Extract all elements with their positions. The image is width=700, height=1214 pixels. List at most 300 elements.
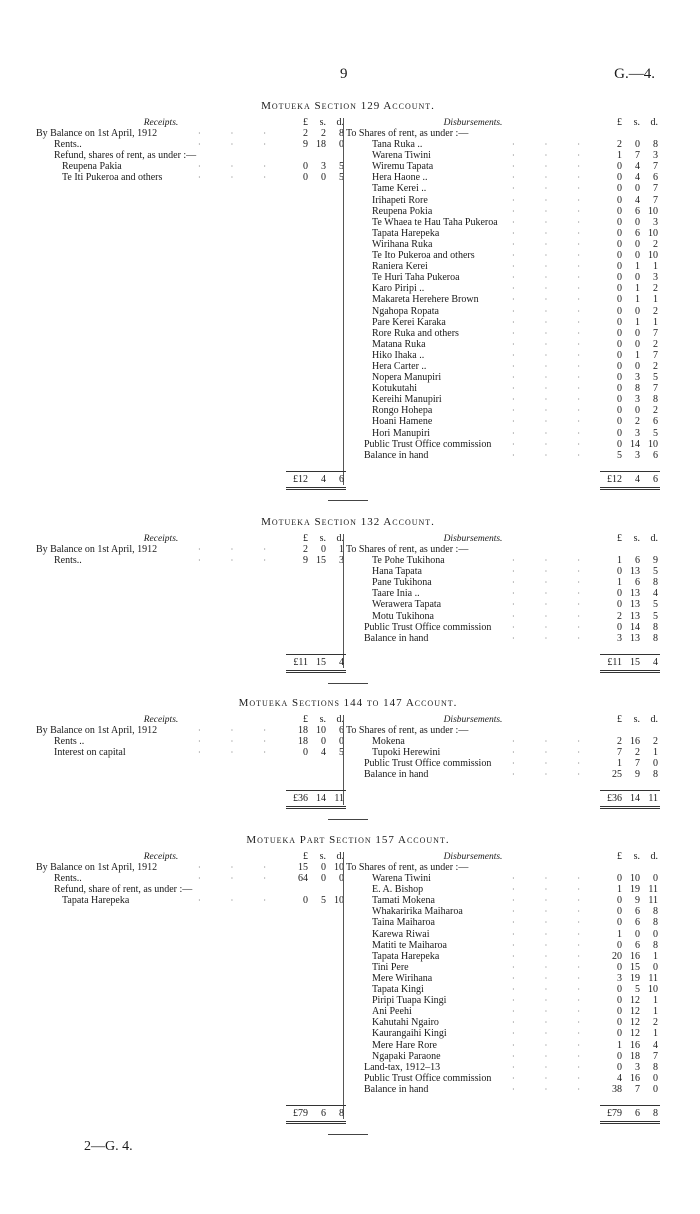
amount-shillings: 3 [635, 1061, 640, 1073]
amount-shillings: 0 [321, 862, 326, 873]
amount-pence: 6 [339, 725, 344, 736]
receipt-row [36, 544, 346, 555]
total-line [346, 790, 660, 809]
money-header-d: d. [336, 851, 344, 862]
entry-text: Kotukutahi [372, 383, 420, 394]
total-l: £11 [293, 656, 308, 668]
money-header-l: £ [303, 851, 308, 862]
entry-description [346, 725, 600, 736]
amount [286, 747, 346, 758]
totals-row [36, 465, 660, 490]
entry-text: Hoani Hamene [372, 416, 435, 427]
entry-description [346, 372, 600, 383]
amount-pounds: 0 [617, 895, 622, 907]
amount [600, 736, 660, 747]
total-d: 6 [653, 473, 658, 485]
money-header-l: £ [303, 533, 308, 544]
leader-dots: · · · [198, 556, 280, 566]
entry-description [346, 350, 600, 361]
entry-description [346, 633, 600, 644]
amount-pence: 5 [653, 372, 658, 384]
amount-shillings: 16 [630, 1072, 640, 1084]
entry-description [36, 895, 286, 906]
amount [600, 995, 660, 1006]
amount-pounds: 64 [298, 873, 308, 885]
amount-pounds: 1 [617, 758, 622, 770]
amount-pence: 8 [653, 769, 658, 781]
amount [600, 962, 660, 973]
receipt-row [36, 747, 346, 758]
account-title: Motueka Part Section 157 Account. [246, 834, 450, 846]
leader-dots: · · · [512, 1029, 594, 1039]
money-header-s: s. [319, 533, 326, 544]
amount-pounds: 0 [617, 1006, 622, 1018]
amount-pence: 5 [653, 599, 658, 611]
entry-description [346, 747, 600, 758]
receipts-label: Receipts. [143, 852, 179, 862]
disbursement-row [346, 139, 660, 150]
leader-dots: · · · [512, 251, 594, 261]
amount [600, 758, 660, 769]
disbursement-row [346, 306, 660, 317]
amount-shillings: 3 [635, 372, 640, 384]
amount-pounds: 4 [617, 1072, 622, 1084]
money-header-d: d. [336, 533, 344, 544]
amount-pence: 11 [648, 884, 658, 896]
amount-shillings: 12 [630, 1017, 640, 1029]
entry-description [346, 261, 600, 272]
amount-shillings: 0 [635, 360, 640, 372]
disbursements-header [346, 116, 660, 128]
leader-dots: · · · [512, 350, 594, 360]
receipts-header [36, 713, 346, 725]
amount-shillings: 3 [321, 161, 326, 173]
amount-pounds: 0 [617, 316, 622, 328]
total-right [346, 784, 660, 809]
money-header-l: £ [617, 714, 622, 725]
entry-description [346, 1051, 600, 1062]
amount-pounds: 0 [617, 161, 622, 173]
disbursement-row [346, 599, 660, 610]
amount-pence: 0 [339, 873, 344, 885]
amount-pence: 8 [653, 632, 658, 644]
amount-pence: 10 [334, 862, 344, 873]
amount [600, 1040, 660, 1051]
amount-shillings [622, 544, 640, 555]
total-d: 8 [339, 1107, 344, 1119]
amount-pence: 5 [653, 610, 658, 622]
leader-dots: · · · [512, 600, 594, 610]
entry-description [346, 272, 600, 283]
amount-shillings: 0 [635, 272, 640, 284]
entry-description [36, 544, 286, 555]
amount-pence: 10 [648, 205, 658, 217]
amount-pence: 8 [653, 577, 658, 589]
entry-text: Te Iti Pukeroa and others [62, 172, 165, 183]
amount-pence: 2 [653, 1017, 658, 1029]
amount [600, 917, 660, 928]
amount [600, 873, 660, 884]
entry-text: Hana Tapata [372, 566, 425, 577]
amount-shillings [308, 150, 326, 161]
amount-pence: 10 [648, 227, 658, 239]
leader-dots: · · · [512, 295, 594, 305]
amount-shillings: 0 [635, 338, 640, 350]
entry-description [346, 1040, 600, 1051]
entry-text: Hera Carter .. [372, 361, 429, 372]
total-d: 6 [339, 473, 344, 485]
amount-pence: 0 [653, 873, 658, 885]
amount-shillings: 19 [630, 884, 640, 896]
leader-dots: · · · [512, 439, 594, 449]
amount [600, 328, 660, 339]
entry-text: By Balance on 1st April, 1912 [36, 544, 160, 555]
page-reference: G.—4. [614, 66, 655, 82]
leader-dots: · · · [512, 262, 594, 272]
money-header-s: s. [319, 714, 326, 725]
entry-description [346, 161, 600, 172]
entry-description [36, 884, 286, 895]
leader-dots: · · · [512, 1062, 594, 1072]
amount [600, 544, 660, 555]
amount-pence: 3 [653, 150, 658, 162]
leader-dots: · · · [198, 162, 280, 172]
amount-pounds: 2 [303, 544, 308, 555]
amount-shillings: 6 [635, 906, 640, 918]
disbursement-row [346, 428, 660, 439]
money-header-l: £ [617, 117, 622, 128]
amount-shillings: 0 [635, 183, 640, 195]
amount [600, 228, 660, 239]
amount-shillings: 0 [321, 172, 326, 184]
entry-description [346, 239, 600, 250]
disbursement-row [346, 555, 660, 566]
leader-dots: · · · [512, 896, 594, 906]
entry-text: Interest on capital [54, 747, 129, 758]
account-section [36, 516, 660, 684]
receipts-label: Receipts. [143, 715, 179, 725]
amount-pence [326, 884, 344, 895]
page-number: 9 [340, 66, 348, 82]
amount-pounds: 0 [617, 1050, 622, 1062]
money-header-d: d. [650, 851, 658, 862]
amount-pence: 1 [653, 950, 658, 962]
entry-text: Ani Peehi [372, 1006, 415, 1017]
totals-row [36, 784, 660, 809]
entry-text: Mere Wirihana [372, 973, 435, 984]
amount-shillings: 9 [635, 769, 640, 781]
amount-pounds: 1 [617, 150, 622, 162]
amount-pounds: 0 [617, 438, 622, 450]
entry-text: Tana Ruka .. [372, 139, 425, 150]
entry-description [346, 317, 600, 328]
receipt-row [36, 150, 346, 161]
leader-dots: · · · [512, 306, 594, 316]
entry-description [346, 577, 600, 588]
disbursement-row [346, 439, 660, 450]
entry-text: Tapata Harepeka [62, 895, 132, 906]
leader-dots: · · · [512, 1040, 594, 1050]
amount-pounds: 0 [617, 372, 622, 384]
disbursement-row [346, 250, 660, 261]
amount-pounds: 0 [617, 205, 622, 217]
amount-shillings: 9 [635, 895, 640, 907]
leader-dots: · · · [512, 567, 594, 577]
amount [600, 339, 660, 350]
amount-shillings: 5 [321, 895, 326, 907]
amount [600, 940, 660, 951]
total-d: 8 [653, 1107, 658, 1119]
entry-text: Tini Pere [372, 962, 412, 973]
amount-pence: 6 [653, 449, 658, 461]
entry-description [36, 150, 286, 161]
account-title: Motueka Section 132 Account. [261, 516, 435, 528]
disbursements-label: Disbursements. [443, 852, 503, 862]
disbursement-row [346, 183, 660, 194]
receipts-column [36, 116, 346, 461]
leader-dots: · · · [512, 973, 594, 983]
money-header-d: d. [650, 117, 658, 128]
amount-shillings [622, 725, 640, 736]
total-left [36, 465, 346, 490]
total-d: 11 [648, 793, 658, 805]
amount-pence: 3 [653, 216, 658, 228]
amount [600, 633, 660, 644]
entry-description [36, 862, 286, 873]
amount-shillings: 18 [316, 139, 326, 151]
total-s: 14 [630, 793, 640, 805]
amount-shillings: 14 [630, 621, 640, 633]
amount-pounds: 0 [617, 250, 622, 262]
amount [600, 383, 660, 394]
amount-shillings: 0 [321, 736, 326, 748]
entry-text: To Shares of rent, as under :— [346, 725, 471, 736]
total-line [36, 654, 346, 673]
disbursement-row [346, 984, 660, 995]
amount-shillings: 19 [630, 972, 640, 984]
entry-description [346, 394, 600, 405]
entry-description [36, 736, 286, 747]
entry-text: Balance in hand [364, 450, 431, 461]
leader-dots: · · · [198, 737, 280, 747]
amount-pounds: 1 [617, 928, 622, 940]
amount-pence: 5 [339, 172, 344, 184]
disbursement-row [346, 239, 660, 250]
amount-pence: 0 [339, 736, 344, 748]
amount-pounds: 0 [617, 349, 622, 361]
disbursement-row [346, 1062, 660, 1073]
leader-dots: · · · [512, 1018, 594, 1028]
entry-text: By Balance on 1st April, 1912 [36, 128, 160, 139]
amount-pounds: 0 [617, 238, 622, 250]
amount-pence: 5 [653, 427, 658, 439]
disbursement-row [346, 294, 660, 305]
amount-pence: 5 [653, 566, 658, 578]
amount-shillings: 6 [635, 555, 640, 567]
amount-pounds: 2 [617, 139, 622, 151]
amount-pence: 8 [653, 1061, 658, 1073]
entry-text: Makareta Herehere Brown [372, 294, 482, 305]
amount-pounds: 0 [617, 294, 622, 306]
amount-pounds: 1 [617, 1039, 622, 1051]
entry-text: Land-tax, 1912–13 [364, 1062, 443, 1073]
entry-description [36, 747, 286, 758]
entry-description [346, 439, 600, 450]
entry-text: Reupena Pokia [372, 206, 435, 217]
leader-dots: · · · [512, 759, 594, 769]
amount [600, 1028, 660, 1039]
amount-pence: 11 [648, 972, 658, 984]
amount-shillings: 3 [635, 427, 640, 439]
entry-text: Tapata Harepeka [372, 228, 442, 239]
amount [600, 428, 660, 439]
amount-shillings: 4 [635, 161, 640, 173]
amount-pence: 6 [653, 172, 658, 184]
amount-pounds: 3 [617, 972, 622, 984]
entry-description [346, 1028, 600, 1039]
amount [286, 150, 346, 161]
leader-dots: · · · [198, 140, 280, 150]
receipts-column [36, 850, 346, 1095]
amount-pounds: 0 [617, 961, 622, 973]
amount [600, 161, 660, 172]
disbursement-row [346, 450, 660, 461]
amount [600, 1084, 660, 1095]
amount-pence: 7 [653, 349, 658, 361]
amount-pence: 1 [653, 747, 658, 759]
amount-shillings: 13 [630, 588, 640, 600]
leader-dots: · · · [512, 633, 594, 643]
disbursements-label: Disbursements. [443, 715, 503, 725]
amount-pence: 4 [653, 1039, 658, 1051]
leader-dots: · · · [512, 339, 594, 349]
amount-shillings: 8 [635, 383, 640, 395]
disbursement-row [346, 633, 660, 644]
entry-description [346, 250, 600, 261]
entry-text: Tamati Mokena [372, 895, 438, 906]
account-columns [36, 713, 660, 780]
amount-shillings: 0 [635, 405, 640, 417]
leader-dots: · · · [512, 384, 594, 394]
amount-pence: 7 [653, 183, 658, 195]
entry-text: Balance in hand [364, 1084, 431, 1095]
disbursements-header [346, 713, 660, 725]
amount [600, 951, 660, 962]
amount-shillings: 1 [635, 283, 640, 295]
entry-text: Rents .. [54, 736, 87, 747]
amount-shillings: 1 [635, 349, 640, 361]
total-l: £36 [607, 793, 622, 805]
total-line [346, 471, 660, 490]
amount-shillings: 16 [630, 950, 640, 962]
amount [600, 139, 660, 150]
totals-row [36, 1099, 660, 1124]
entry-text: Piripi Tuapa Kingi [372, 995, 449, 1006]
amount-pence: 8 [653, 621, 658, 633]
disbursement-row [346, 206, 660, 217]
disbursement-row [346, 769, 660, 780]
entry-description [36, 139, 286, 150]
total-d: 4 [653, 656, 658, 668]
amount [600, 206, 660, 217]
leader-dots: · · · [512, 428, 594, 438]
disbursement-row [346, 611, 660, 622]
total-amount [600, 1105, 660, 1124]
receipt-row [36, 884, 346, 895]
amount-pence: 9 [653, 555, 658, 567]
leader-dots: · · · [512, 217, 594, 227]
leader-dots: · · · [512, 985, 594, 995]
leader-dots: · · · [512, 162, 594, 172]
amount-pounds: 0 [617, 599, 622, 611]
amount-shillings: 10 [316, 725, 326, 736]
total-amount [286, 1105, 346, 1124]
leader-dots: · · · [198, 545, 280, 554]
amount-shillings: 0 [635, 250, 640, 262]
entry-description [346, 195, 600, 206]
leader-dots: · · · [198, 726, 280, 735]
leader-dots: · · · [512, 737, 594, 747]
amount-shillings: 1 [635, 261, 640, 273]
entry-description [346, 884, 600, 895]
receipts-header [36, 850, 346, 862]
amount-pence: 2 [653, 283, 658, 295]
amount [286, 736, 346, 747]
leader-dots: · · · [512, 406, 594, 416]
amount-shillings: 6 [635, 939, 640, 951]
entry-text: Irihapeti Rore [372, 195, 431, 206]
leader-dots: · · · [512, 173, 594, 183]
amount-pounds [288, 150, 308, 161]
entry-description [346, 1006, 600, 1017]
amount-pounds: 0 [617, 405, 622, 417]
amount-shillings: 0 [635, 928, 640, 940]
amount-pounds: 0 [617, 906, 622, 918]
amount [286, 139, 346, 150]
amount-pence: 1 [653, 294, 658, 306]
receipts-header [36, 532, 346, 544]
disbursement-row [346, 228, 660, 239]
leader-dots: · · · [512, 611, 594, 621]
amount-shillings: 3 [635, 394, 640, 406]
entry-text: Te Huri Taha Pukeroa [372, 272, 463, 283]
entry-text: Rongo Hohepa [372, 405, 435, 416]
amount-shillings: 3 [635, 449, 640, 461]
amount-pence: 2 [653, 360, 658, 372]
entry-text: Rents.. [54, 555, 85, 566]
leader-dots: · · · [512, 929, 594, 939]
disbursement-row [346, 758, 660, 769]
entry-text: Kaurangaihi Kingi [372, 1028, 450, 1039]
amount [286, 873, 346, 884]
amount [600, 906, 660, 917]
receipts-label: Receipts. [143, 534, 179, 544]
amount-pence: 1 [653, 316, 658, 328]
disbursement-row [346, 906, 660, 917]
amount-pounds: 0 [617, 1061, 622, 1073]
entry-text: Public Trust Office commission [364, 1073, 494, 1084]
amount [600, 1017, 660, 1028]
leader-dots: · · · [512, 578, 594, 588]
entry-description [346, 984, 600, 995]
total-s: 15 [316, 656, 326, 668]
amount [600, 394, 660, 405]
entry-text: Tame Kerei .. [372, 183, 429, 194]
account-columns [36, 532, 660, 644]
disbursement-row [346, 929, 660, 940]
entry-text: Rents.. [54, 873, 85, 884]
leader-dots: · · · [512, 450, 594, 460]
